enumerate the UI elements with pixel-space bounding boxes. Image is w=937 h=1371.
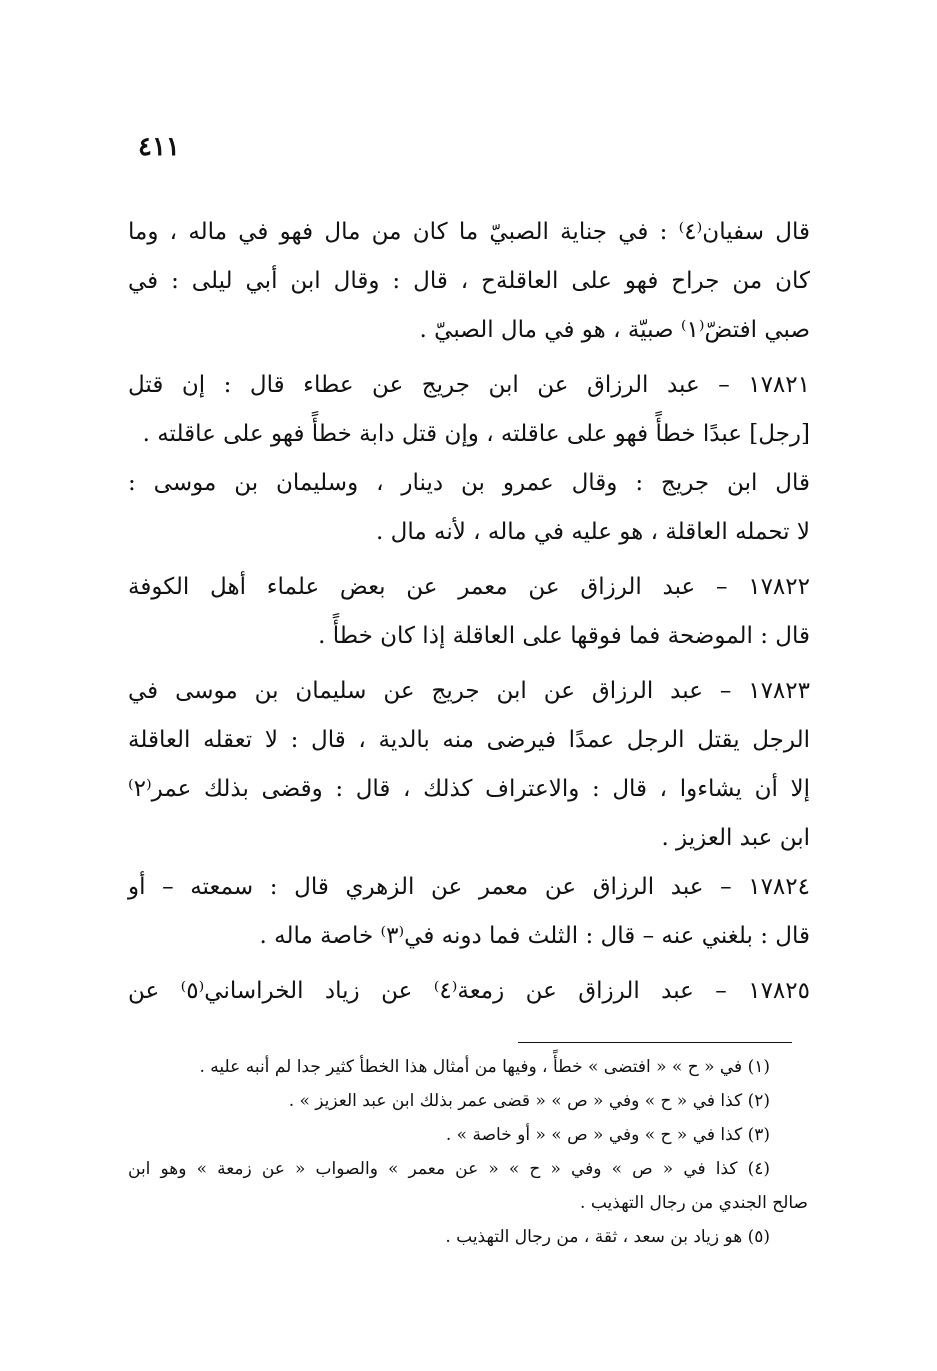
paragraph-17823	[128, 667, 810, 863]
text-line: ١٧٨٢٤ – عبد الرزاق عن معمر عن الزهري قال : سمعته – أو	[128, 874, 810, 900]
text-line: قال سفيان⁽٤⁾ : في جناية الصبيّ ما كان من مال فهو في ماله ، وما	[128, 219, 811, 245]
paragraph-17824	[128, 863, 810, 961]
footnote-4: (٤) كذا في « ص » وفي « ح » « عن معمر » والصواب « عن زمعة » وهو ابن	[128, 1159, 770, 1179]
text-line: [رجل] عبدًا خطأً فهو على عاقلته ، وإن قتل دابة خطأً فهو على عاقلته .	[142, 421, 810, 447]
text-line: إلا أن يشاءوا ، قال : والاعتراف كذلك ، قال : وقضى بذلك عمر⁽٢⁾	[128, 776, 810, 802]
text-line: صبي افتضّ⁽١⁾ صبيّة ، هو في مال الصبيّ .	[419, 317, 810, 343]
text-line: كان من جراح فهو على العاقلةح ، قال : وقال ابن أبي ليلى : في	[128, 268, 810, 294]
text-line: ١٧٨٢٥ – عبد الرزاق عن زمعة⁽٤⁾ عن زياد الخراساني⁽٥⁾ عن	[128, 978, 810, 1004]
footnote-3: (٣) كذا في « ح » وفي « ص » « أو خاصة » .	[445, 1125, 770, 1145]
text-line: ١٧٨٢٣ – عبد الرزاق عن ابن جريج عن سليمان بن موسى في	[128, 678, 810, 704]
footnote-2: (٢) كذا في « ح » وفي « ص » « قضى عمر بذلك ابن عبد العزيز » .	[288, 1091, 770, 1111]
footnote-4-continued: صالح الجندي من رجال التهذيب .	[580, 1193, 808, 1213]
paragraph-sufyan	[128, 208, 810, 355]
paragraph-17822	[128, 563, 810, 661]
footnote-divider	[518, 1042, 792, 1043]
text-line: ١٧٨٢٢ – عبد الرزاق عن معمر عن بعض علماء أهل الكوفة	[128, 574, 810, 600]
footnotes	[128, 1050, 808, 1254]
text-line: لا تحمله العاقلة ، هو عليه في ماله ، لأنه مال .	[376, 519, 810, 545]
text-line: الرجل يقتل الرجل عمدًا فيرضى منه بالدية ، قال : لا تعقله العاقلة	[128, 727, 810, 753]
main-text	[128, 208, 810, 1016]
text-line: قال ابن جريج : وقال عمرو بن دينار ، وسليمان بن موسى :	[128, 470, 810, 496]
page-number: ٤١١	[138, 132, 180, 162]
footnote-1: (١) في « ح » « افتضى » خطأً ، وفيها من أمثال هذا الخطأ كثير جدا لم أنبه عليه .	[199, 1057, 770, 1077]
paragraph-17825	[128, 967, 810, 1016]
text-line: ١٧٨٢١ – عبد الرزاق عن ابن جريج عن عطاء قال : إن قتل	[128, 372, 810, 398]
footnote-5: (٥) هو زياد بن سعد ، ثقة ، من رجال التهذيب .	[445, 1227, 770, 1247]
text-line: قال : الموضحة فما فوقها على العاقلة إذا كان خطأً .	[318, 623, 810, 649]
paragraph-17821	[128, 361, 810, 459]
paragraph-ibn-jurayj	[128, 459, 810, 557]
text-line: قال : بلغني عنه – قال : الثلث فما دونه في⁽٣⁾ خاصة ماله .	[259, 923, 810, 949]
text-line: ابن عبد العزيز .	[661, 825, 810, 851]
